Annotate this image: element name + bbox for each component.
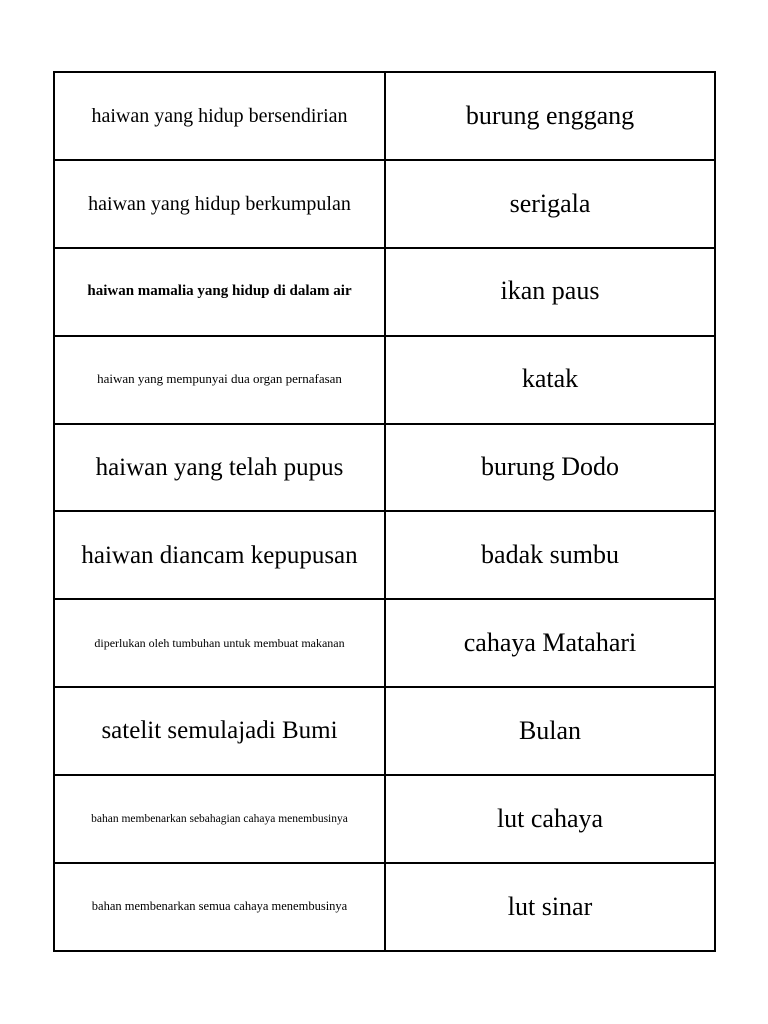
answer-cell: lut sinar (385, 863, 715, 951)
definition-cell: bahan membenarkan sebahagian cahaya menembusinya (54, 775, 385, 863)
definition-cell: haiwan yang hidup bersendirian (54, 72, 385, 160)
definition-cell: haiwan yang mempunyai dua organ pernafasan (54, 336, 385, 424)
definition-cell: bahan membenarkan semua cahaya menembusinya (54, 863, 385, 951)
table-row (54, 775, 715, 863)
table-row (54, 248, 715, 336)
answer-cell: serigala (385, 160, 715, 248)
table-row (54, 687, 715, 775)
answer-cell: badak sumbu (385, 511, 715, 599)
definition-cell: haiwan yang telah pupus (54, 424, 385, 512)
definition-cell: satelit semulajadi Bumi (54, 687, 385, 775)
flashcard-table (53, 71, 716, 952)
table-row (54, 599, 715, 687)
answer-cell: Bulan (385, 687, 715, 775)
table-row (54, 160, 715, 248)
definition-cell: haiwan yang hidup berkumpulan (54, 160, 385, 248)
table-row (54, 424, 715, 512)
definition-cell: haiwan mamalia yang hidup di dalam air (54, 248, 385, 336)
definition-cell: diperlukan oleh tumbuhan untuk membuat makanan (54, 599, 385, 687)
answer-cell: lut cahaya (385, 775, 715, 863)
answer-cell: ikan paus (385, 248, 715, 336)
table-row (54, 72, 715, 160)
answer-cell: cahaya Matahari (385, 599, 715, 687)
flashcard-rows (54, 72, 715, 951)
answer-cell: burung Dodo (385, 424, 715, 512)
definition-cell: haiwan diancam kepupusan (54, 511, 385, 599)
table-row (54, 511, 715, 599)
table-row (54, 336, 715, 424)
table-row (54, 863, 715, 951)
answer-cell: burung enggang (385, 72, 715, 160)
answer-cell: katak (385, 336, 715, 424)
